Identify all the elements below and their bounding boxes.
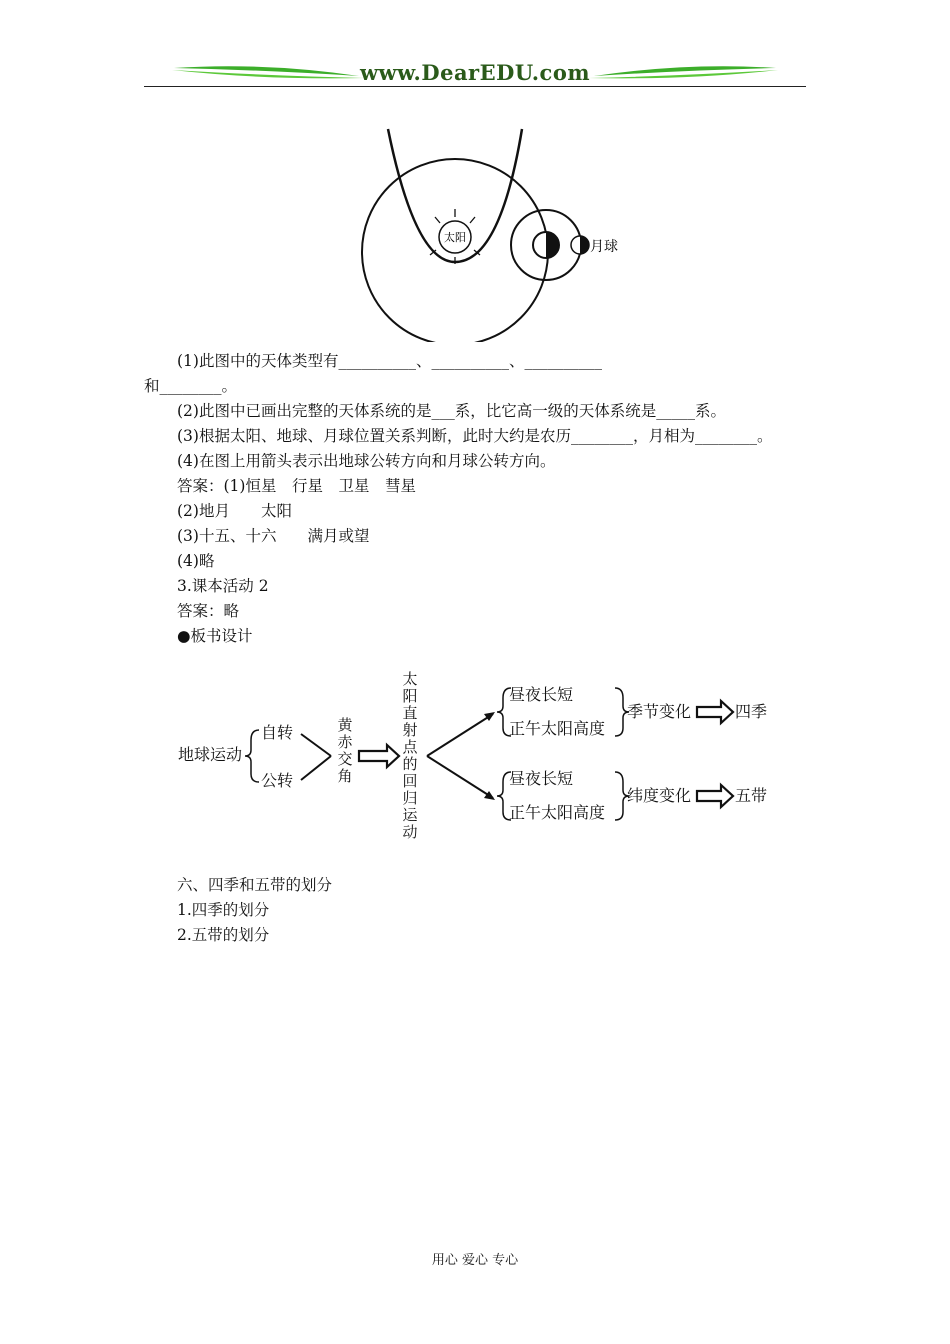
diverge-arrow-bottom [427,756,493,798]
subsolar-char-5: 点 [402,738,418,756]
brace-rotation [245,730,259,782]
section6-item1: 1.四季的划分 [177,901,270,919]
q1-line1: (1)此图中的天体类型有__________、__________、__________ [177,352,602,370]
double-arrow-3 [697,785,733,807]
answer-4: (4)略 [177,552,215,570]
subsolar-char-6: 的 [402,755,418,773]
section6-item2: 2.五带的划分 [177,926,270,944]
subsolar-char-7: 回 [402,772,418,790]
subsolar-char-4: 射 [402,721,418,739]
subsolar-char-2: 阳 [402,687,418,705]
page-header [144,58,806,88]
subsolar-char-3: 直 [402,704,418,722]
subsolar-char-1: 太 [402,670,418,688]
double-arrow-2 [697,701,733,723]
revolution-label: 公转 [261,771,294,790]
answer-1: 答案：(1)恒星 行星 卫星 彗星 [177,477,416,495]
answer-3: (3)十五、十六 满月或望 [177,527,370,545]
noon-altitude-upper: 正午太阳高度 [509,719,606,738]
sun-label: 太阳 [444,231,466,244]
converge-line-bottom [301,756,331,780]
seasonal-change-label: 季节变化 [627,702,692,721]
activity-answer: 答案：略 [177,602,240,620]
day-length-lower: 昼夜长短 [509,769,574,788]
board-design-diagram [175,668,795,853]
activity-title: 3.课本活动 2 [177,577,269,595]
obliquity-char-4: 角 [337,767,353,785]
q3: (3)根据太阳、地球、月球位置关系判断，此时大约是农历________，月相为________。 [177,427,773,445]
q4: (4)在图上用箭头表示出地球公转方向和月球公转方向。 [177,452,556,470]
board-title: ●板书设计 [177,627,253,645]
section6-title: 六、四季和五带的划分 [177,876,333,894]
logo-text: www.DearEDU.com [359,60,591,85]
obliquity-char-1: 黄 [337,716,353,734]
subsolar-char-10: 动 [402,823,418,841]
day-length-upper: 昼夜长短 [509,685,574,704]
latitude-change-label: 纬度变化 [627,786,692,805]
double-arrow-1 [359,745,399,767]
q2: (2)此图中已画出完整的天体系统的是___系，比它高一级的天体系统是_____系。 [177,402,726,420]
noon-altitude-lower: 正午太阳高度 [509,803,606,822]
page-footer: 用心 爱心 专心 [431,1253,519,1268]
four-seasons-label: 四季 [735,702,768,721]
moon-label: 月球 [590,239,618,255]
five-zones-label: 五带 [735,786,768,805]
answer-2: (2)地月 太阳 [177,502,292,520]
obliquity-char-2: 赤 [337,733,353,751]
diverge-arrow-top [427,714,493,756]
earth-motion-label: 地球运动 [178,745,243,764]
subsolar-char-8: 归 [402,789,418,807]
rotation-label: 自转 [261,723,294,742]
header-rule [144,86,806,87]
obliquity-char-3: 交 [337,750,353,768]
converge-line-top [301,734,331,756]
subsolar-char-9: 运 [402,806,418,824]
q1-line2: 和________。 [144,377,238,395]
sun-earth-moon-diagram [360,127,640,342]
